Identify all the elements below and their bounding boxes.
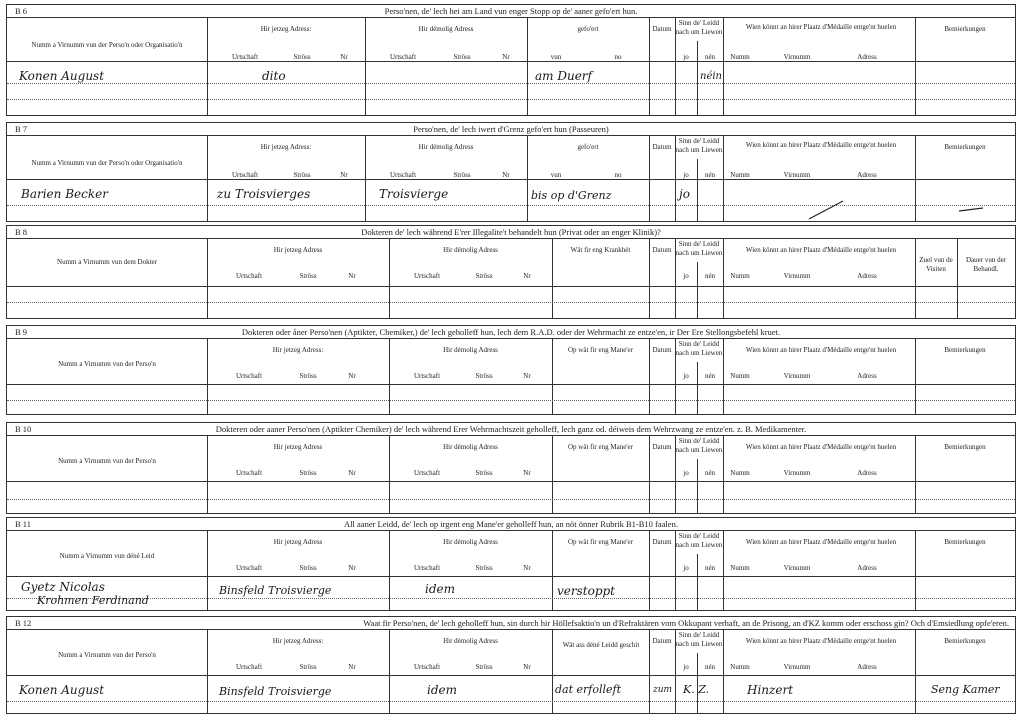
sub-adress: Adress xyxy=(857,272,877,280)
sub-stross: Ströss xyxy=(475,663,493,671)
section-header xyxy=(7,326,1015,339)
sub-urtschaft: Urtschaft xyxy=(235,663,263,671)
section-header xyxy=(7,617,1015,630)
col-old-address: Hir démolig Adress xyxy=(443,246,498,254)
col-alive: Sinn de' Leidd nach um Liewen xyxy=(675,240,723,257)
sub-jo: jo xyxy=(683,663,689,671)
col-old-address: Hir démolig Adress xyxy=(443,346,498,354)
col-old-address: Hir démolig Adress xyxy=(443,637,498,645)
sub-nr: Nr xyxy=(502,53,510,61)
sub-numm: Numm xyxy=(730,53,750,61)
section-header xyxy=(7,423,1015,436)
section-title: Waat fir Perso'nen, de' lech geholleff hun, sin durch hir Höllefsaktio'n un d'Refraktären vom Okkupant verhaft, an de Prisong, an d'KZ komm oder erschoss gin? Och d'Emsiedlung opfe'eren. xyxy=(363,618,1009,628)
sub-nr: Nr xyxy=(523,272,531,280)
entry-mid: verstoppt xyxy=(557,584,616,598)
sub-urtschaft: Urtschaft xyxy=(413,372,441,380)
sub-nr: Nr xyxy=(523,469,531,477)
sub-urtschaft: Urtschaft xyxy=(235,469,263,477)
col-old-address: Hir démolig Adress xyxy=(443,443,498,451)
sub-nr: Nr xyxy=(523,663,531,671)
sub-jo: jo xyxy=(683,469,689,477)
col-name-header: Numm a Virnumm vun déné Leid xyxy=(59,552,155,560)
entry-jo: jo xyxy=(679,187,690,201)
sub-urtschaft: Urtschaft xyxy=(413,663,441,671)
col-remarks: Bemierkungen xyxy=(944,637,986,645)
sub-virnumm: Virnumm xyxy=(783,53,811,61)
col-medal: Wien könnt an hirer Plaatz d'Médaille entge'nt huelen xyxy=(745,23,897,31)
sub-adress: Adress xyxy=(857,171,877,179)
sub-numm: Numm xyxy=(730,171,750,179)
sub-stross: Ströss xyxy=(475,469,493,477)
section-code: B 6 xyxy=(15,6,28,16)
col-medal: Wien könnt an hirer Plaatz d'Médaille entge'nt huelen xyxy=(745,246,897,254)
sub-no: no xyxy=(614,53,622,61)
col-now-address: Hir jetzeg Adress: xyxy=(260,25,312,33)
col-now-address: Hir jetzeg Adress xyxy=(273,443,323,451)
col-now-address: Hir jetzeg Adress: xyxy=(272,346,324,354)
sub-urtschaft: Urtschaft xyxy=(389,171,417,179)
sub-nr: Nr xyxy=(348,564,356,572)
sub-stross: Ströss xyxy=(475,372,493,380)
col-old-address: Hir démolig Adress xyxy=(418,25,474,33)
col-datum: Datum xyxy=(652,637,672,645)
col-mid: Op wät fir eng Mane'er xyxy=(567,346,633,354)
entry-name: Barien Becker xyxy=(21,187,108,201)
entry-now: zu Troisvierges xyxy=(217,187,311,201)
col-datum: Datum xyxy=(652,25,672,33)
col-remarks: Bemierkungen xyxy=(944,25,986,33)
section-code: B 9 xyxy=(15,327,28,337)
col-remarks: Bemierkungen xyxy=(944,538,986,546)
sub-virnumm: Virnumm xyxy=(783,372,811,380)
col-remarks: Bemierkungen xyxy=(944,443,986,451)
col-alive: Sinn de' Leidd nach um Liewen xyxy=(675,532,723,549)
sub-urtschaft: Urtschaft xyxy=(389,53,417,61)
sub-nr: Nr xyxy=(340,171,348,179)
col-alive: Sinn de' Leidd nach um Liewen xyxy=(675,137,723,154)
sub-numm: Numm xyxy=(730,663,750,671)
entry-datum: zum xyxy=(653,685,673,695)
col-visits: Zuel vun de Visiten xyxy=(919,256,953,273)
col-medal: Wien könnt an hirer Plaatz d'Médaille entge'nt huelen xyxy=(745,443,897,451)
sub-virnumm: Virnumm xyxy=(783,663,811,671)
col-name-header: Numm a Virnumm vun der Perso'n oder Organisatio'n xyxy=(31,41,183,49)
section-title: Dokteren oder aaner Perso'nen (Aptikter Chemiker) de' lech während Erer Wehrmachtszeit geholleff, lech ganz od. déiweis dem Wehrzwang ze entze'en. z. B. Medikamenter. xyxy=(215,424,807,434)
col-medal: Wien könnt an hirer Plaatz d'Médaille entge'nt huelen xyxy=(745,538,897,546)
col-datum: Datum xyxy=(652,443,672,451)
sub-adress: Adress xyxy=(857,663,877,671)
sub-nr: Nr xyxy=(348,469,356,477)
sub-nr: Nr xyxy=(348,663,356,671)
sub-stross: Ströss xyxy=(475,272,493,280)
sub-stross: Ströss xyxy=(453,53,471,61)
sub-virnumm: Virnumm xyxy=(783,272,811,280)
sub-stross: Ströss xyxy=(299,372,317,380)
entry-now: dito xyxy=(262,69,286,83)
entry-name: Gyetz Nicolas xyxy=(21,580,105,594)
sub-nen: nén xyxy=(704,53,716,61)
section-header xyxy=(7,5,1015,18)
sub-nen: nén xyxy=(704,469,716,477)
entry-name: Konen August xyxy=(19,683,105,697)
sub-stross: Ströss xyxy=(299,469,317,477)
sub-nen: nén xyxy=(704,663,716,671)
col-mid: Wät fir eng Krankhét xyxy=(570,246,631,254)
form-page xyxy=(6,4,1016,714)
section-code: B 8 xyxy=(15,227,28,237)
col-mid: gefo'ert xyxy=(577,25,599,33)
section-b12 xyxy=(6,616,1016,714)
sub-stross: Ströss xyxy=(293,171,311,179)
col-now-address: Hir jetzeg Adress: xyxy=(260,143,312,151)
sub-nr: Nr xyxy=(523,564,531,572)
sub-nr: Nr xyxy=(348,372,356,380)
section-b11 xyxy=(6,517,1016,611)
sub-urtschaft: Urtschaft xyxy=(413,272,441,280)
col-medal: Wien könnt an hirer Plaatz d'Médaille entge'nt huelen xyxy=(745,141,897,149)
entry-name: Konen August xyxy=(19,69,105,83)
col-mid: Wät ass déné Leidd geschit xyxy=(562,641,640,649)
sub-stross: Ströss xyxy=(453,171,471,179)
entry-mid: dat erfolleft xyxy=(555,683,622,696)
col-old-address: Hir démolig Adress xyxy=(443,538,498,546)
entry-old: idem xyxy=(425,582,455,596)
col-datum: Datum xyxy=(652,143,672,151)
sub-nen: nén xyxy=(704,272,716,280)
col-mid: Op wät fir eng Mane'er xyxy=(567,443,633,451)
col-remarks: Bemierkungen xyxy=(944,143,986,151)
section-title: Perso'nen, de' lech hei am Land vun enger Stopp op de' aaner gefo'ert hun. xyxy=(384,6,638,16)
section-header xyxy=(7,518,1015,531)
section-code: B 7 xyxy=(15,124,28,134)
col-name-header: Numm a Virnumm vun dem Dokter xyxy=(57,258,157,266)
col-name-header: Numm a Virnumm vun der Perso'n xyxy=(58,651,156,659)
col-old-address: Hir démolig Adress xyxy=(418,143,474,151)
sub-jo: jo xyxy=(683,53,689,61)
sub-virnumm: Virnumm xyxy=(783,171,811,179)
section-b10 xyxy=(6,422,1016,514)
entry-old: idem xyxy=(427,683,457,697)
section-b7 xyxy=(6,122,1016,222)
col-medal: Wien könnt an hirer Plaatz d'Médaille entge'nt huelen xyxy=(745,346,897,354)
sub-no: no xyxy=(614,171,622,179)
sub-virnumm: Virnumm xyxy=(783,469,811,477)
section-b8 xyxy=(6,225,1016,319)
sub-nr: Nr xyxy=(523,372,531,380)
sub-nr: Nr xyxy=(340,53,348,61)
entry-old: Troisvierge xyxy=(379,187,449,201)
section-code: B 10 xyxy=(15,424,32,434)
sub-numm: Numm xyxy=(730,272,750,280)
col-alive: Sinn de' Leidd nach um Liewen xyxy=(675,19,723,36)
sub-stross: Ströss xyxy=(299,564,317,572)
section-header xyxy=(7,123,1015,136)
entry-mid: am Duerf xyxy=(535,69,592,83)
entry-place: Hinzert xyxy=(747,683,794,697)
col-name-header: Numm a Virnumm vun der Perso'n xyxy=(58,360,156,368)
sub-adress: Adress xyxy=(857,469,877,477)
col-mid: Op wät fir eng Mane'er xyxy=(567,538,633,546)
entry-nen: néin xyxy=(700,71,722,82)
sub-adress: Adress xyxy=(857,564,877,572)
section-title: Perso'nen, de' lech iwert d'Grenz gefo'ert hun (Passeuren) xyxy=(413,124,609,134)
sub-nen: nén xyxy=(704,171,716,179)
sub-urtschaft: Urtschaft xyxy=(235,564,263,572)
col-datum: Datum xyxy=(652,246,672,254)
sub-nr: Nr xyxy=(502,171,510,179)
col-medal: Wien könnt an hirer Plaatz d'Médaille entge'nt huelen xyxy=(745,637,897,645)
col-remarks: Bemierkungen xyxy=(944,346,986,354)
entry-kz: K. Z. xyxy=(683,683,710,696)
entry-now: Binsfeld Troisvierge xyxy=(219,584,332,597)
sub-urtschaft: Urtschaft xyxy=(413,469,441,477)
entry-note: Seng Kamer xyxy=(931,683,1000,696)
section-title: Dokteren oder åner Perso'nen (Aptikter, Chemiker,) de' lech geholleff hun, lech dem R.A.D. oder der Wehrmacht ze entze'en, ir Der Ere Stellongsbefehl kruet. xyxy=(241,327,781,337)
sub-numm: Numm xyxy=(730,372,750,380)
section-b6 xyxy=(6,4,1016,116)
sub-nr: Nr xyxy=(348,272,356,280)
col-alive: Sinn de' Leidd nach um Liewen xyxy=(675,631,723,648)
sub-vun: vun xyxy=(550,53,562,61)
sub-stross: Ströss xyxy=(475,564,493,572)
sub-nen: nén xyxy=(704,372,716,380)
sub-urtschaft: Urtschaft xyxy=(231,171,259,179)
sub-stross: Ströss xyxy=(293,53,311,61)
col-name-header: Numm a Virnumm vun der Perso'n xyxy=(58,457,156,465)
sub-stross: Ströss xyxy=(299,663,317,671)
sub-adress: Adress xyxy=(857,53,877,61)
col-now-address: Hir jetzeg Adress xyxy=(273,246,323,254)
section-code: B 11 xyxy=(15,519,31,529)
col-datum: Datum xyxy=(652,538,672,546)
section-title: All aaner Leidd, de' lech op irgent eng Mane'er geholleff hun, an nöt önner Rubrik B1-B10 faalen. xyxy=(344,519,678,529)
sub-urtschaft: Urtschaft xyxy=(235,372,263,380)
slash-mark xyxy=(807,199,847,221)
sub-urtschaft: Urtschaft xyxy=(235,272,263,280)
section-code: B 12 xyxy=(15,618,32,628)
sub-jo: jo xyxy=(683,564,689,572)
col-duration: Dauer vun der Behandl. xyxy=(965,256,1007,273)
sub-virnumm: Virnumm xyxy=(783,564,811,572)
sub-adress: Adress xyxy=(857,372,877,380)
sub-jo: jo xyxy=(683,171,689,179)
col-now-address: Hir jetzeg Adress: xyxy=(272,637,324,645)
sub-jo: jo xyxy=(683,372,689,380)
col-alive: Sinn de' Leidd nach um Liewen xyxy=(675,340,723,357)
section-b9 xyxy=(6,325,1016,415)
sub-stross: Ströss xyxy=(299,272,317,280)
sub-jo: jo xyxy=(683,272,689,280)
section-header xyxy=(7,226,1015,239)
sub-numm: Numm xyxy=(730,564,750,572)
entry-name-2: Krohmen Ferdinand xyxy=(37,594,149,607)
sub-urtschaft: Urtschaft xyxy=(231,53,259,61)
col-name-header: Numm a Virnumm vun der Perso'n oder Organisatio'n xyxy=(31,159,183,167)
sub-nen: nén xyxy=(704,564,716,572)
col-alive: Sinn de' Leidd nach um Liewen xyxy=(675,437,723,454)
entry-mid: bis op d'Grenz xyxy=(531,189,612,202)
section-title: Dokteren de' lech während E'rer Illegalite't behandelt hun (Privat oder an enger Klinik)? xyxy=(361,227,661,237)
col-datum: Datum xyxy=(652,346,672,354)
col-now-address: Hir jetzeg Adress xyxy=(273,538,323,546)
sub-vun: vun xyxy=(550,171,562,179)
entry-now: Binsfeld Troisvierge xyxy=(219,685,332,698)
sub-numm: Numm xyxy=(730,469,750,477)
dash-mark xyxy=(957,205,987,215)
col-mid: gefo'ert xyxy=(577,143,599,151)
sub-urtschaft: Urtschaft xyxy=(413,564,441,572)
